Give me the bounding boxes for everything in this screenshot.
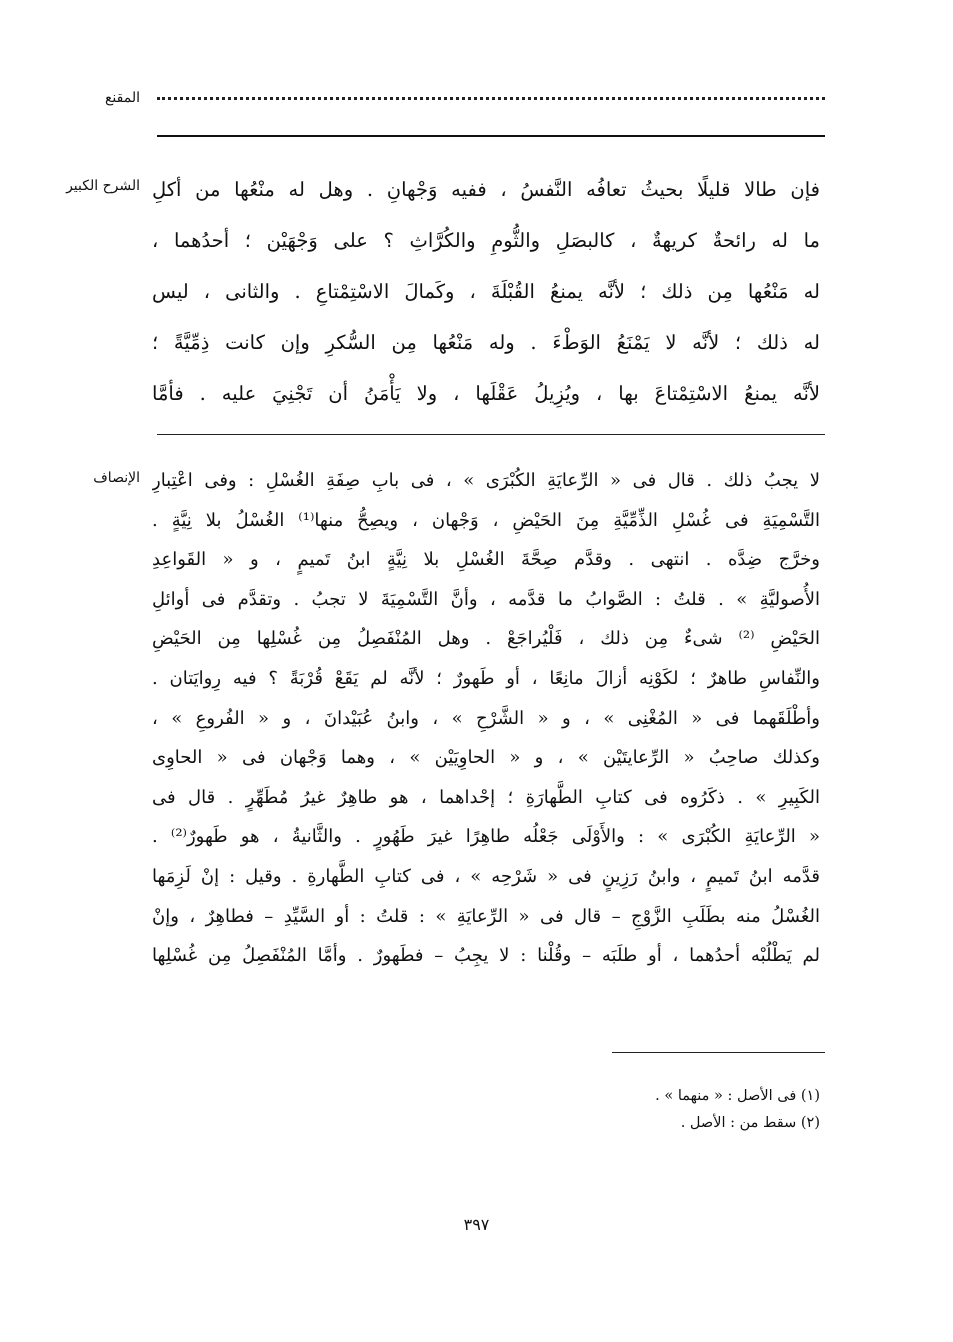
sharh-line: لأنَّه يمنعُ الاسْتِمْتاعَ بها ، ويُزِيلُ عَقْلَها ، ولا يَأْمَنُ أن تَجْنِيَ عليه . فأمَّا — [152, 382, 820, 405]
section-divider — [157, 434, 825, 435]
insaf-line: الكَبِيرِ » . ذكَرُوه فى كتابِ الطَّهارَةِ ؛ إحْداهما ، هو طاهِرٌ غيرُ مُطَهِّرٍ . قال فى — [152, 786, 820, 808]
insaf-line: « الرِّعايَةِ الكُبْرَى » : والأَوْلَى جَعْلُه طاهِرًا غيرَ طَهُورٍ . والثَّانيةُ ، هو طَهورٌ⁽²⁾ . — [152, 826, 820, 848]
sharh-section-label: الشرح الكبير — [66, 178, 140, 194]
header-rule — [157, 135, 825, 137]
insaf-line: وكذلك صاحِبُ « الرِّعايتَيْن » ، و « الحاوِيَيْن » ، وهما وَجْهان فى « الحاوِى — [152, 747, 820, 769]
insaf-line: وخرَّج ضِدَّه . انتهى . وقدَّم صِحَّةَ الغُسْلِ بلا نِيَّةٍ ابنُ تَميمٍ ، و « القَواعِدِ — [152, 549, 820, 571]
footnotes — [420, 1083, 820, 1137]
footnote-2: (٢) سقط من : الأصل . — [680, 1115, 820, 1131]
insaf-line: التَّسْمِيَةِ فى غُسْلِ الذِّمِّيَّةِ مِنَ الحَيْضِ ، وَجْهان ، ويصِحُّ منها⁽¹⁾ الغُسْلُ بلا نِيَّةٍ . — [152, 509, 820, 531]
insaf-line: الأُصوليَّةِ » . قلتُ : الصَّوابُ ما قدَّمه ، وأنَّ التَّسْمِيَةَ لا تجبُ . وتقدَّم فى أوائلِ — [152, 588, 820, 610]
sharh-line: له ذلك ؛ لأنَّه لا يَمْنَعُ الوَطْءَ . وله مَنْعُها مِن السُّكرِ وإن كانت ذِمِّيَّةً ؛ — [152, 331, 820, 354]
insaf-line: الغُسْلُ منه بطَلَبِ الزَّوْجِ – قال فى « الرِّعايَةِ » : قلتُ : أو السَّيِّدِ – فطاهِرٌ ، وإنْ — [152, 905, 820, 927]
footnote-1: (١) فى الأصل : « منهما » . — [655, 1088, 820, 1104]
insaf-line: والنِّفاسِ طاهرٌ ؛ لكَوْنِه أزالَ مانِعًا ، أو طَهورٌ ؛ لأنَّه لم يَقَعْ قُرْبَةً ؟ فيه رِوايَتان . — [152, 667, 820, 689]
sharh-line: له مَنْعُها مِن ذلك ؛ لأنَّه يمنعُ القُبْلَةَ ، وكَمالَ الاسْتِمْتاعِ . والثانى ، ليس — [152, 280, 820, 303]
page-number: ٣٩٧ — [463, 1215, 490, 1234]
insaf-section-label: الإنصاف — [93, 470, 140, 486]
header-dotted-rule — [157, 97, 825, 100]
sharh-line: ما له رائحةٌ كريهةٌ ، كالبصَلِ والثُّومِ والكُرَّاثِ ؟ على وَجْهَيْن ؛ أحدُهما ، — [152, 229, 820, 252]
footnote-rule — [612, 1052, 825, 1053]
sharh-line: فإن طالا قليلًا بحيثُ تعافُه النَّفسُ ، ففيه وَجْهانِ . وهل له منْعُها من أكلِ — [152, 178, 820, 201]
insaf-line: قدَّمه ابنُ تَميمٍ ، وابنُ رَزِينٍ فى « شَرْحِه » ، فى كتابِ الطَّهارةِ . وقيل : إنْ لَزِمَها — [152, 865, 820, 887]
insaf-line: لا يجبُ ذلك . قال فى « الرِّعايَةِ الكُبْرَى » ، فى بابِ صِفَةِ الغُسْلِ : وفى اعْتِبارِ — [152, 470, 820, 491]
insaf-line: وأطْلَقَهما فى « المُغْنِى » ، و « الشَّرْحِ » ، وابنُ عُبَيْدانَ ، و « الفُروعِ » ، — [152, 707, 820, 729]
insaf-line: لم يَطْلُبْه أحدُهما ، أو طلَبَه – وقُلْنا : لا يجِبُ – فطَهورٌ . وأمَّا المُنْفَصِلُ مِن غُسْلِها — [152, 945, 820, 967]
insaf-text-block — [152, 461, 820, 976]
insaf-line: الحَيْضِ ⁽²⁾ شىءٌ مِن ذلك ، فَلْيُراجَعْ . وهل المُنْفَصِلُ مِن غُسْلِها مِن الحَيْضِ — [152, 628, 820, 650]
sharh-text-block — [152, 164, 820, 419]
book-title: المقنع — [104, 90, 140, 106]
